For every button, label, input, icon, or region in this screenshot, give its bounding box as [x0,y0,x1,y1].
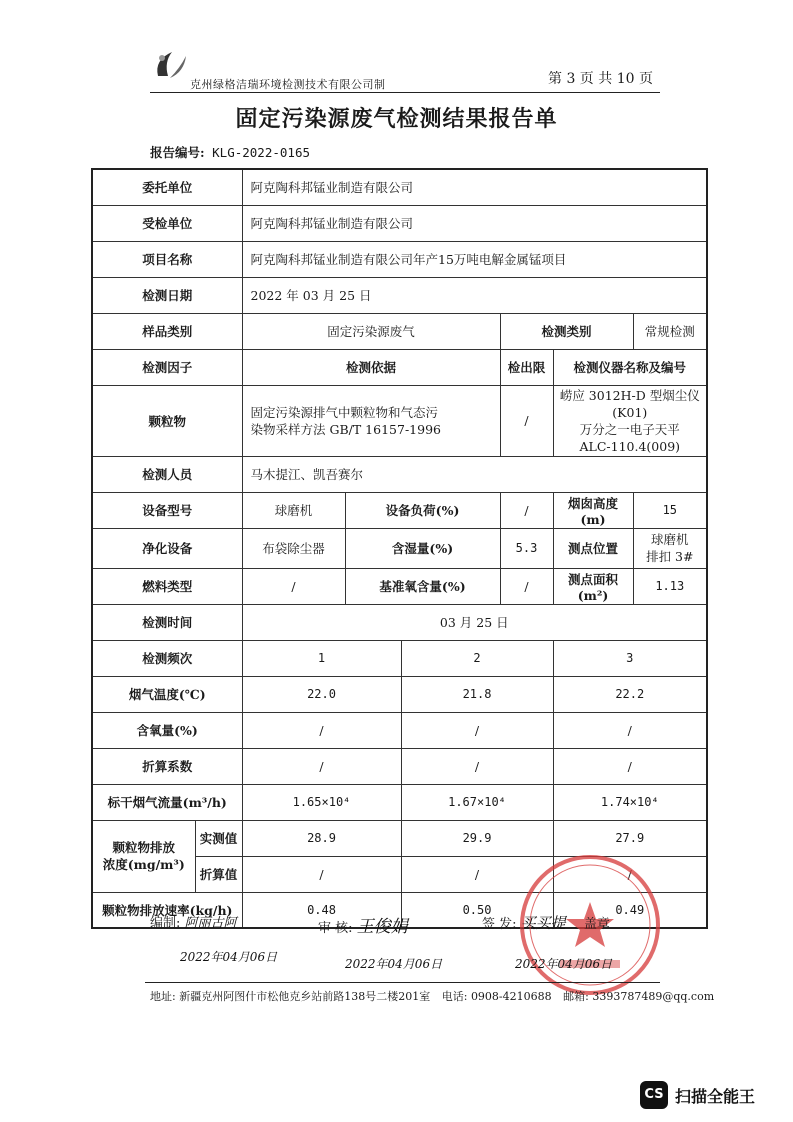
date-label: 检测日期 [92,277,242,313]
area-label: 测点面积(m²) [553,568,633,604]
staff-label: 检测人员 [92,456,242,492]
temp-value: 21.8 [401,676,553,712]
table-row [92,456,707,492]
issuer-signature: 买买提 [520,914,566,932]
reviewer-signature: 王俊娟 [356,917,408,937]
concentration-label-line: 颗粒物排放 [112,840,175,855]
sample-type-label: 样品类别 [92,313,242,349]
scanner-logo-icon: CS [640,1081,668,1109]
editor-date: 2022年04月06日 [180,950,278,964]
point-value [633,528,707,568]
measured-value: 29.9 [401,820,553,856]
email-label: 邮箱: [563,990,589,1003]
table-row [92,205,707,241]
concentration-label-line: 浓度(mg/m³) [102,857,185,872]
client-label: 委托单位 [92,169,242,205]
converted-value: / [242,856,401,892]
converted-value: / [553,856,707,892]
flow-value: 1.67×10⁴ [401,784,553,820]
scanner-watermark: 扫描全能王 [675,1087,756,1106]
report-title: 固定污染源废气检测结果报告单 [235,106,558,132]
area-value: 1.13 [633,568,707,604]
freq-value: 1 [242,640,401,676]
table-row [92,385,707,456]
issuer-block [482,912,610,933]
factor-cell: / [553,748,707,784]
oxygen-ref-label: 基准氧含量(%) [345,568,500,604]
inspected-label: 受检单位 [92,205,242,241]
editor-signature: 阿丽古阿 [184,916,237,931]
basis-line: 染物采样方法 GB/T 16157-1996 [250,421,441,437]
table-row [92,277,707,313]
project-label: 项目名称 [92,241,242,277]
model-value: 球磨机 [242,492,345,528]
measured-label: 实测值 [195,820,242,856]
table-row [92,313,707,349]
address-value: 新疆克州阿图什市松他克乡站前路138号二楼201室 [179,990,431,1003]
company-name: 克州绿格洁瑞环境检测技术有限公司制 [190,78,386,91]
footer-info [150,988,714,1004]
measured-value: 27.9 [553,820,707,856]
report-number-value: KLG-2022-0165 [212,145,310,160]
chimney-value: 15 [633,492,707,528]
basis-line: 固定污染源排气中颗粒物和气态污 [250,404,439,420]
factor-label: 折算系数 [92,748,242,784]
rate-value: 0.50 [401,892,553,928]
point-line: 排扣 3# [646,549,694,564]
table-row [92,349,707,385]
sample-type-value: 固定污染源废气 [242,313,500,349]
fuel-value: / [242,568,345,604]
instrument-line: 万分之一电子天平 [579,421,680,437]
oxygen-label: 含氧量(%) [92,712,242,748]
purify-label: 净化设备 [92,528,242,568]
basis-header: 检测依据 [242,349,500,385]
reviewer-label: 审 核: [318,921,353,936]
table-row [92,676,707,712]
measured-value: 28.9 [242,820,401,856]
issuer-date: 2022年04月06日 [515,957,613,971]
phone-label: 电话: [441,990,468,1003]
results-table [91,168,708,929]
chimney-label: 烟囱高度(m) [553,492,633,528]
concentration-label [92,820,195,892]
project-value: 阿克陶科邦锰业制造有限公司年产15万吨电解金属锰项目 [242,241,707,277]
moisture-label: 含湿量(%) [345,528,500,568]
time-label: 检测时间 [92,604,242,640]
table-row [92,169,707,205]
converted-value: / [401,856,553,892]
test-type-value: 常规检测 [633,313,707,349]
oxygen-value: / [553,712,707,748]
page-info: 第 3 页 共 10 页 [548,71,653,87]
rate-value: 0.49 [553,892,707,928]
staff-value: 马木提江、凯吾赛尔 [242,456,707,492]
phone-value: 0908-4210688 [470,990,552,1003]
table-row [92,748,707,784]
temp-label: 烟气温度(℃) [92,676,242,712]
point-label: 测点位置 [553,528,633,568]
table-row [92,604,707,640]
time-value: 03 月 25 日 [242,604,707,640]
table-row [92,640,707,676]
oxygen-ref-value: / [500,568,553,604]
fuel-label: 燃料类型 [92,568,242,604]
table-row [92,712,707,748]
editor-block [150,912,237,931]
issuer-label: 签 发: [482,917,517,932]
table-row [92,492,707,528]
flow-value: 1.65×10⁴ [242,784,401,820]
load-value: / [500,492,553,528]
table-row [92,568,707,604]
flow-label: 标干烟气流量(m³/h) [92,784,242,820]
inspected-value: 阿克陶科邦锰业制造有限公司 [242,205,707,241]
instrument-line: ALC-110.4(009) [579,438,681,454]
temp-value: 22.2 [553,676,707,712]
freq-label: 检测频次 [92,640,242,676]
load-label: 设备负荷(%) [345,492,500,528]
model-label: 设备型号 [92,492,242,528]
factor-cell: / [242,748,401,784]
seal-label: 盖章 [583,917,610,932]
editor-label: 编制: [150,916,181,931]
point-line: 球磨机 [651,532,689,547]
freq-value: 3 [553,640,707,676]
factor-header: 检测因子 [92,349,242,385]
test-type-label: 检测类别 [500,313,633,349]
report-number-label: 报告编号: [150,145,205,160]
table-row [92,528,707,568]
instrument-value [553,385,707,456]
company-logo-icon [150,46,190,86]
rate-label: 颗粒物排放速率(kg/h) [92,892,242,928]
limit-value: / [500,385,553,456]
table-row [92,241,707,277]
instrument-header: 检测仪器名称及编号 [553,349,707,385]
purify-value: 布袋除尘器 [242,528,345,568]
address-label: 地址: [150,990,176,1003]
factor-cell: / [401,748,553,784]
header-divider [150,92,660,93]
converted-label: 折算值 [195,856,242,892]
reviewer-date: 2022年04月06日 [345,957,443,971]
table-row [92,784,707,820]
temp-value: 22.0 [242,676,401,712]
report-number [150,143,310,161]
basis-value [242,385,500,456]
email-value: 3393787489@qq.com [592,990,715,1003]
rate-value: 0.48 [242,892,401,928]
limit-header: 检出限 [500,349,553,385]
reviewer-block [318,912,408,937]
oxygen-value: / [242,712,401,748]
moisture-value: 5.3 [500,528,553,568]
freq-value: 2 [401,640,553,676]
flow-value: 1.74×10⁴ [553,784,707,820]
date-value: 2022 年 03 月 25 日 [242,277,707,313]
oxygen-value: / [401,712,553,748]
factor-value: 颗粒物 [92,385,242,456]
instrument-line: 崂应 3012H-D 型烟尘仪(K01) [559,387,700,420]
footer-divider [145,982,660,983]
client-value: 阿克陶科邦锰业制造有限公司 [242,169,707,205]
